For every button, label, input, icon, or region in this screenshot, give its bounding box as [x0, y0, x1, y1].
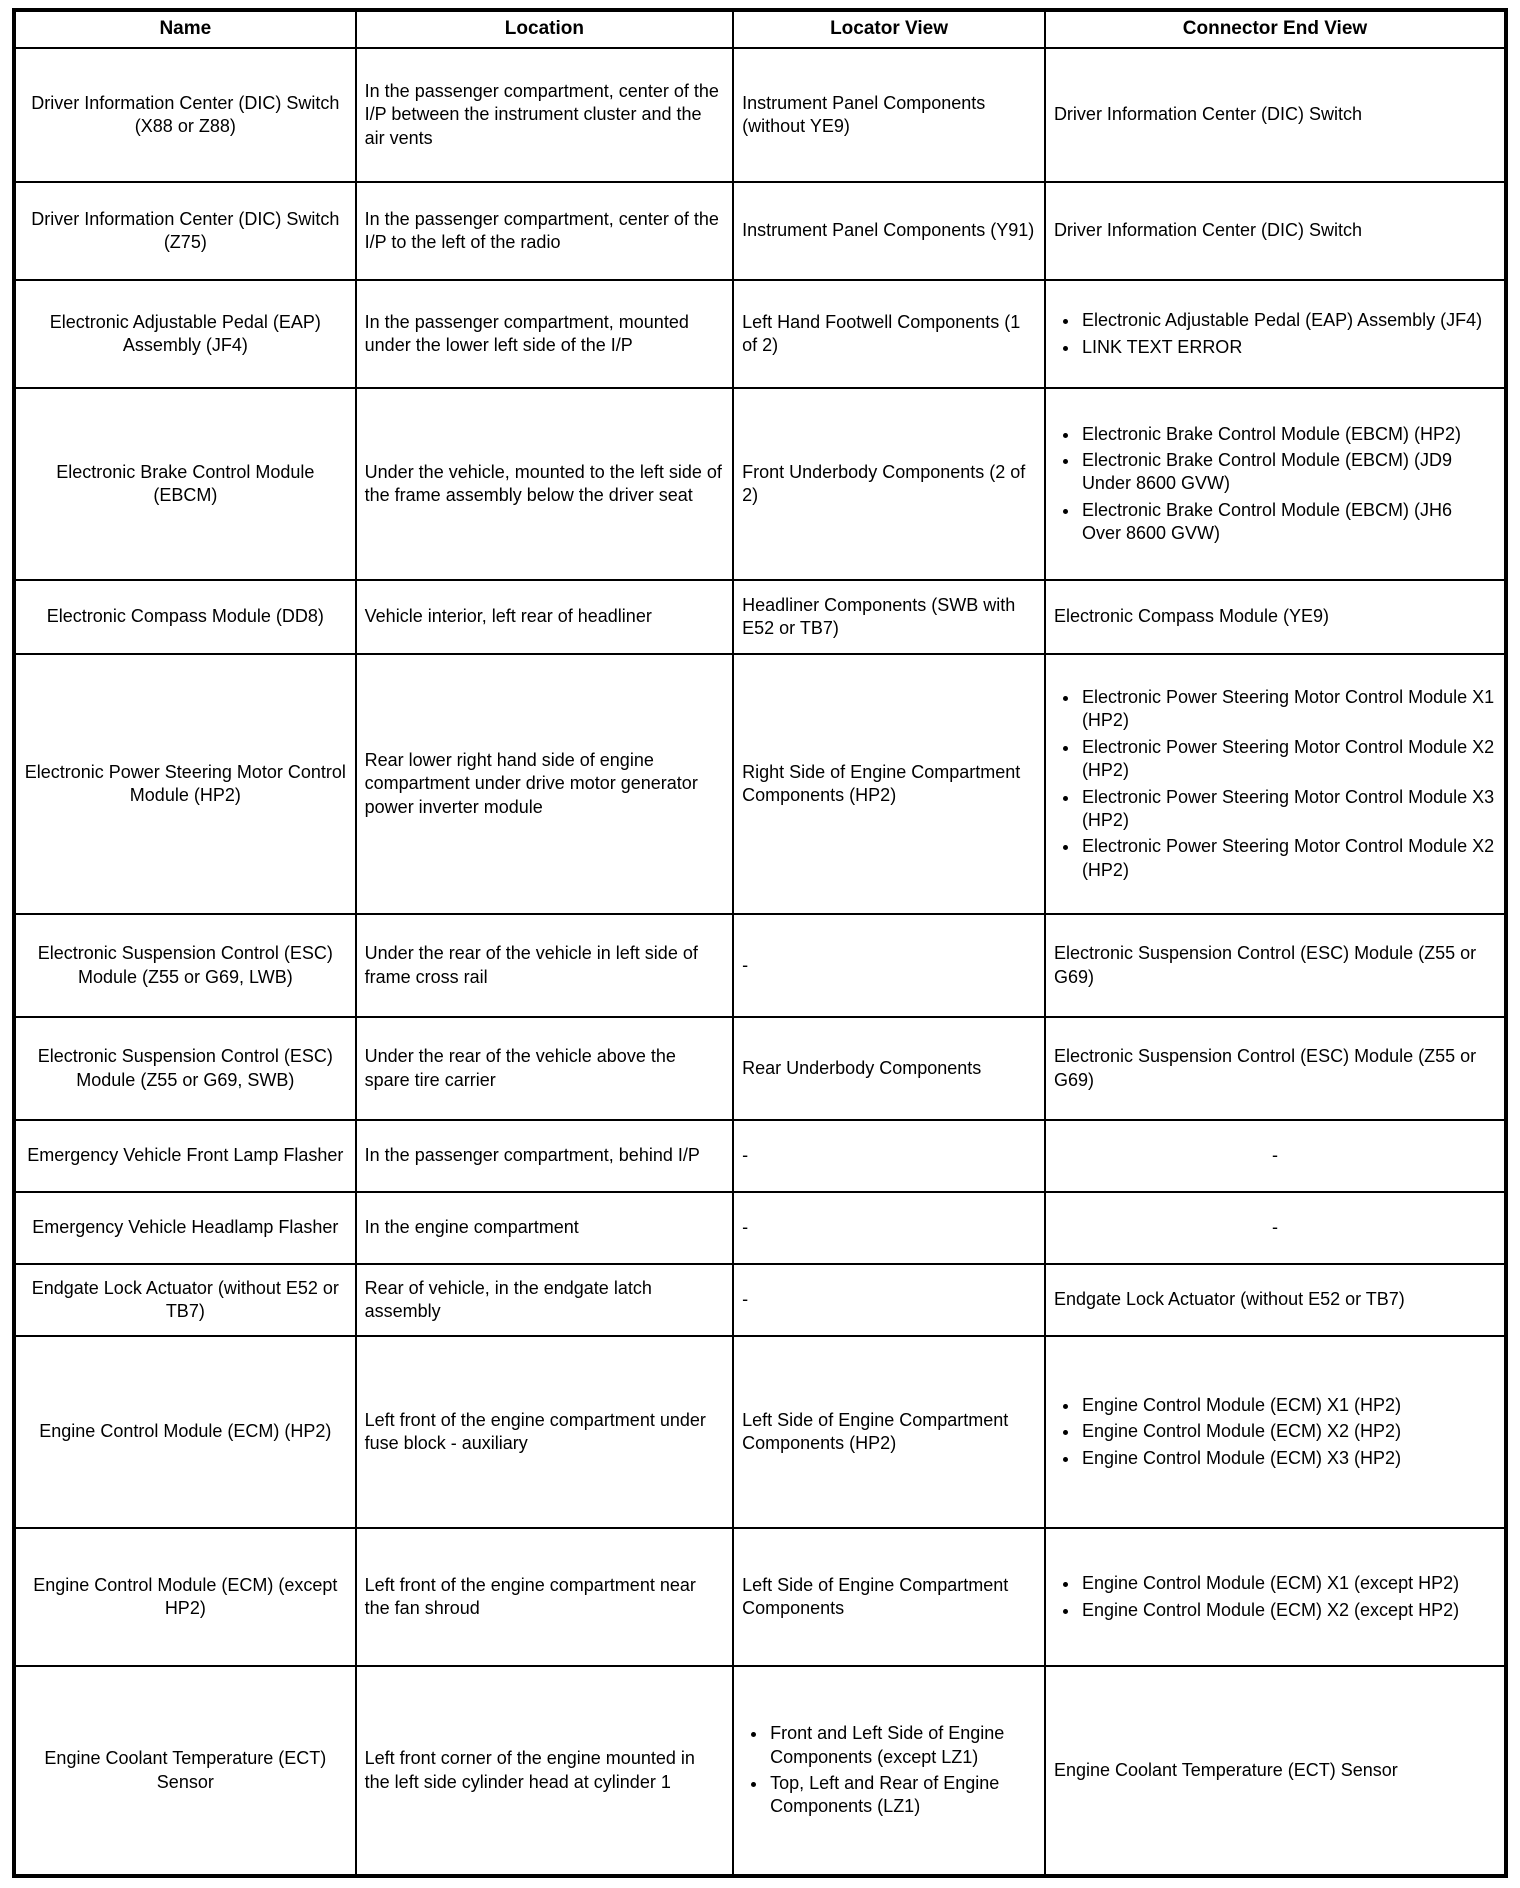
- table-row: [14, 654, 1506, 914]
- location-cell: In the passenger compartment, behind I/P: [356, 1120, 733, 1192]
- name-cell: Driver Information Center (DIC) Switch (X88 or Z88): [14, 48, 356, 182]
- connector-end-view-cell: [1045, 280, 1506, 388]
- header-locator-view: Locator View: [733, 10, 1045, 48]
- table-row: [14, 1666, 1506, 1876]
- connector-end-view-cell: Electronic Suspension Control (ESC) Module (Z55 or G69): [1045, 914, 1506, 1017]
- connector-end-view-cell: [1045, 388, 1506, 580]
- location-cell: In the passenger compartment, mounted under the lower left side of the I/P: [356, 280, 733, 388]
- bullet-list: [1054, 423, 1496, 546]
- location-cell: Under the rear of the vehicle in left side of frame cross rail: [356, 914, 733, 1017]
- connector-end-view-cell: Electronic Suspension Control (ESC) Module (Z55 or G69): [1045, 1017, 1506, 1120]
- table-row: [14, 914, 1506, 1017]
- connector-end-view-cell: [1045, 1336, 1506, 1528]
- locator-view-cell: Left Side of Engine Compartment Components (HP2): [733, 1336, 1045, 1528]
- connector-end-view-cell: -: [1045, 1192, 1506, 1264]
- connector-end-view-cell: [1045, 654, 1506, 914]
- connector-table: [12, 8, 1508, 1878]
- locator-view-cell: Front Underbody Components (2 of 2): [733, 388, 1045, 580]
- connector-end-view-cell: -: [1045, 1120, 1506, 1192]
- connector-end-view-cell: Electronic Compass Module (YE9): [1045, 580, 1506, 654]
- locator-view-cell: Right Side of Engine Compartment Components (HP2): [733, 654, 1045, 914]
- locator-view-cell: [733, 1666, 1045, 1876]
- name-cell: Emergency Vehicle Headlamp Flasher: [14, 1192, 356, 1264]
- bullet-item: • Electronic Brake Control Module (EBCM) (JD9 Under 8600 GVW): [1080, 449, 1496, 496]
- locator-view-cell: Instrument Panel Components (Y91): [733, 182, 1045, 280]
- bullet-item: • Electronic Brake Control Module (EBCM) (HP2): [1080, 423, 1496, 446]
- header-name: Name: [14, 10, 356, 48]
- locator-view-cell: Instrument Panel Components (without YE9): [733, 48, 1045, 182]
- bullet-list: [1054, 1572, 1496, 1622]
- bullet-list: [1054, 1394, 1496, 1470]
- location-cell: Vehicle interior, left rear of headliner: [356, 580, 733, 654]
- locator-view-cell: -: [733, 914, 1045, 1017]
- bullet-item: • Engine Control Module (ECM) X1 (HP2): [1080, 1394, 1496, 1417]
- location-cell: Left front of the engine compartment under fuse block - auxiliary: [356, 1336, 733, 1528]
- location-cell: Under the vehicle, mounted to the left side of the frame assembly below the driver seat: [356, 388, 733, 580]
- table-row: [14, 182, 1506, 280]
- locator-view-cell: Left Hand Footwell Components (1 of 2): [733, 280, 1045, 388]
- table-row: [14, 1192, 1506, 1264]
- bullet-list: [1054, 686, 1496, 882]
- bullet-item: • Front and Left Side of Engine Components (except LZ1): [768, 1722, 1036, 1769]
- bullet-item: • LINK TEXT ERROR: [1080, 336, 1496, 359]
- name-cell: Electronic Brake Control Module (EBCM): [14, 388, 356, 580]
- table-row: [14, 1264, 1506, 1336]
- connector-end-view-cell: Driver Information Center (DIC) Switch: [1045, 182, 1506, 280]
- bullet-item: • Engine Control Module (ECM) X3 (HP2): [1080, 1447, 1496, 1470]
- name-cell: Electronic Adjustable Pedal (EAP) Assembly (JF4): [14, 280, 356, 388]
- bullet-item: • Electronic Power Steering Motor Control Module X1 (HP2): [1080, 686, 1496, 733]
- table-row: [14, 388, 1506, 580]
- locator-view-cell: Headliner Components (SWB with E52 or TB7): [733, 580, 1045, 654]
- location-cell: In the passenger compartment, center of the I/P to the left of the radio: [356, 182, 733, 280]
- location-cell: Rear of vehicle, in the endgate latch assembly: [356, 1264, 733, 1336]
- table-row: [14, 1120, 1506, 1192]
- table-row: [14, 48, 1506, 182]
- bullet-item: • Electronic Power Steering Motor Control Module X2 (HP2): [1080, 736, 1496, 783]
- name-cell: Electronic Power Steering Motor Control Module (HP2): [14, 654, 356, 914]
- location-cell: Left front corner of the engine mounted in the left side cylinder head at cylinder 1: [356, 1666, 733, 1876]
- table-row: [14, 1336, 1506, 1528]
- bullet-list: [742, 1722, 1036, 1819]
- name-cell: Driver Information Center (DIC) Switch (Z75): [14, 182, 356, 280]
- name-cell: Electronic Suspension Control (ESC) Module (Z55 or G69, LWB): [14, 914, 356, 1017]
- header-location: Location: [356, 10, 733, 48]
- name-cell: Engine Control Module (ECM) (except HP2): [14, 1528, 356, 1666]
- table-body: [14, 48, 1506, 1876]
- bullet-item: • Engine Control Module (ECM) X2 (HP2): [1080, 1420, 1496, 1443]
- bullet-item: • Electronic Power Steering Motor Control Module X3 (HP2): [1080, 786, 1496, 833]
- locator-view-cell: -: [733, 1192, 1045, 1264]
- connector-end-view-cell: Engine Coolant Temperature (ECT) Sensor: [1045, 1666, 1506, 1876]
- name-cell: Engine Coolant Temperature (ECT) Sensor: [14, 1666, 356, 1876]
- name-cell: Emergency Vehicle Front Lamp Flasher: [14, 1120, 356, 1192]
- bullet-item: • Electronic Brake Control Module (EBCM) (JH6 Over 8600 GVW): [1080, 499, 1496, 546]
- bullet-list: [1054, 309, 1496, 359]
- name-cell: Electronic Suspension Control (ESC) Module (Z55 or G69, SWB): [14, 1017, 356, 1120]
- table-row: [14, 280, 1506, 388]
- location-cell: Under the rear of the vehicle above the spare tire carrier: [356, 1017, 733, 1120]
- connector-end-view-cell: Endgate Lock Actuator (without E52 or TB7): [1045, 1264, 1506, 1336]
- table-row: [14, 580, 1506, 654]
- locator-view-cell: -: [733, 1120, 1045, 1192]
- header-connector-end-view: Connector End View: [1045, 10, 1506, 48]
- name-cell: Endgate Lock Actuator (without E52 or TB7): [14, 1264, 356, 1336]
- header-row: [14, 10, 1506, 48]
- locator-view-cell: Left Side of Engine Compartment Components: [733, 1528, 1045, 1666]
- bullet-item: • Electronic Power Steering Motor Control Module X2 (HP2): [1080, 835, 1496, 882]
- bullet-item: • Electronic Adjustable Pedal (EAP) Assembly (JF4): [1080, 309, 1496, 332]
- table-header: [14, 10, 1506, 48]
- bullet-item: • Top, Left and Rear of Engine Components (LZ1): [768, 1772, 1036, 1819]
- locator-view-cell: Rear Underbody Components: [733, 1017, 1045, 1120]
- location-cell: In the engine compartment: [356, 1192, 733, 1264]
- bullet-item: • Engine Control Module (ECM) X1 (except HP2): [1080, 1572, 1496, 1595]
- connector-end-view-cell: [1045, 1528, 1506, 1666]
- name-cell: Engine Control Module (ECM) (HP2): [14, 1336, 356, 1528]
- location-cell: Left front of the engine compartment near the fan shroud: [356, 1528, 733, 1666]
- connector-end-view-cell: Driver Information Center (DIC) Switch: [1045, 48, 1506, 182]
- location-cell: Rear lower right hand side of engine compartment under drive motor generator power inverter module: [356, 654, 733, 914]
- name-cell: Electronic Compass Module (DD8): [14, 580, 356, 654]
- table-row: [14, 1528, 1506, 1666]
- table-row: [14, 1017, 1506, 1120]
- locator-view-cell: -: [733, 1264, 1045, 1336]
- bullet-item: • Engine Control Module (ECM) X2 (except HP2): [1080, 1599, 1496, 1622]
- location-cell: In the passenger compartment, center of the I/P between the instrument cluster and the air vents: [356, 48, 733, 182]
